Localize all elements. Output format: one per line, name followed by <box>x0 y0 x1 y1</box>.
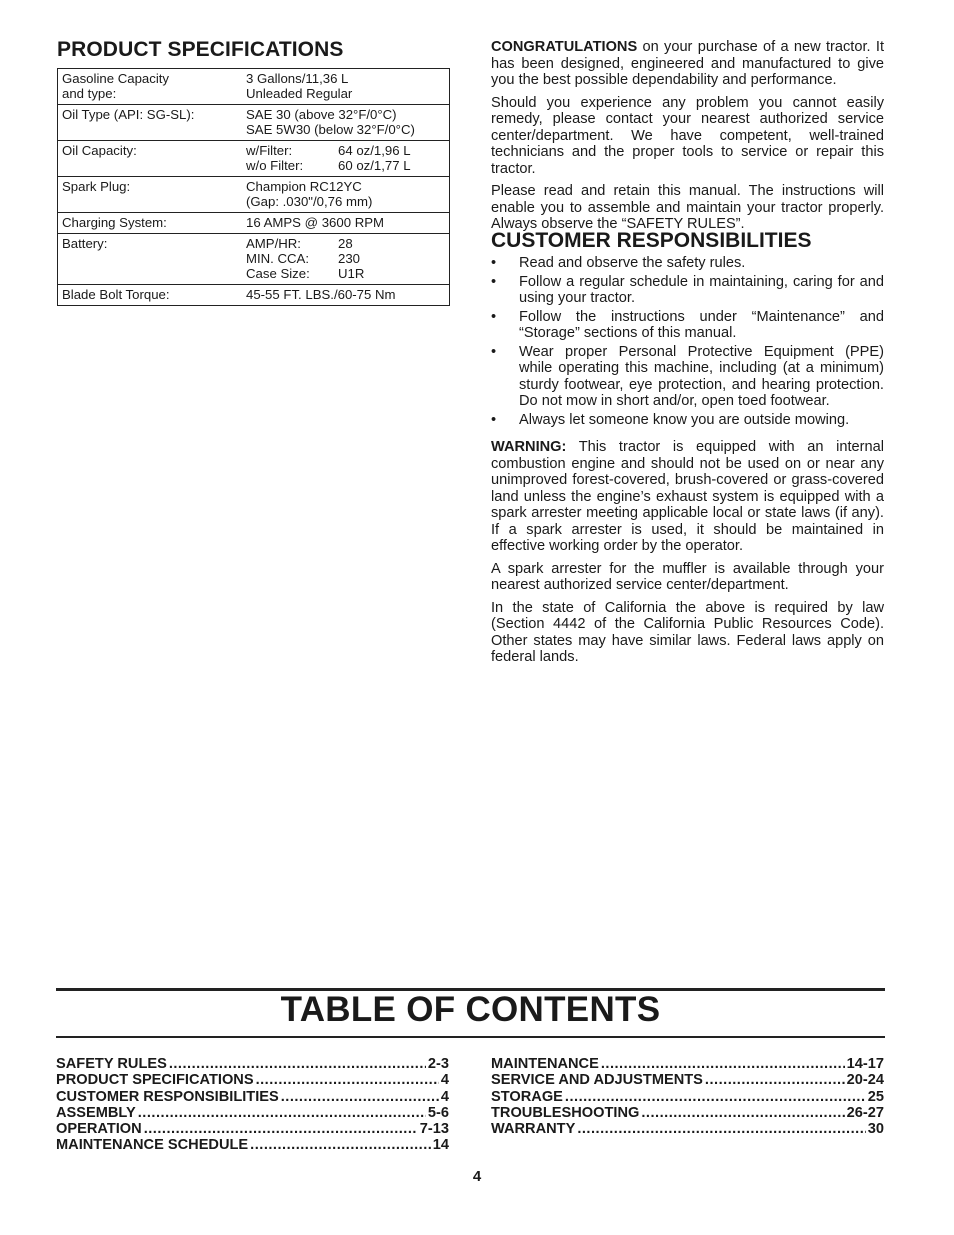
table-row <box>58 234 450 285</box>
warning-label: WARNING: <box>491 439 567 455</box>
warning-paragraph <box>491 439 884 555</box>
spec-value <box>242 141 450 177</box>
toc-right-column <box>491 1056 884 1137</box>
spec-label: Gasoline Capacity and type: <box>62 71 170 101</box>
spec-value: SAE 30 (above 32°F/0°C) SAE 5W30 (below 32°F/0°C) <box>242 105 450 141</box>
toc-entry-page: 20-24 <box>846 1072 884 1089</box>
toc-entry-label: MAINTENANCE <box>491 1056 599 1072</box>
congratulations-text: on your purchase of a new tractor. It has been designed, engineered and manufactured to give you the best possible dependability and performance. <box>491 39 884 88</box>
spec-label: Blade Bolt Torque: <box>58 285 243 306</box>
spark-arrester-paragraph: A spark arrester for the muffler is available through your nearest authorized service center/department. <box>491 560 884 593</box>
list-item: • Read and observe the safety rules. <box>491 255 884 272</box>
toc-entry-label: CUSTOMER RESPONSIBILITIES <box>56 1088 279 1105</box>
toc-entry[interactable] <box>491 1072 884 1088</box>
spec-pair-value: 28 <box>338 236 353 251</box>
spec-pair-key: w/o Filter: <box>246 158 304 173</box>
toc-entry-label: MAINTENANCE SCHEDULE <box>56 1137 249 1154</box>
toc-title: TABLE OF CONTENTS <box>280 990 661 1029</box>
customer-responsibilities-heading: CUSTOMER RESPONSIBILITIES <box>491 229 812 252</box>
service-paragraph: Should you experience any problem you cannot easily remedy, please contact your nearest authorized service center/department. We have competent, well-trained technicians and the proper tools to service or repair this tractor. <box>491 94 884 177</box>
toc-leader-dots <box>641 1105 844 1121</box>
toc-entry-page: 7-13 <box>419 1121 449 1138</box>
spec-value: 45-55 FT. LBS./60-75 Nm <box>242 285 450 306</box>
california-law-paragraph: In the state of California the above is required by law (Section 4442 of the California Public Resources Code). Other states may have similar laws. Federal laws apply on federal lands. <box>491 599 884 665</box>
spec-value <box>242 234 450 285</box>
spec-value: 16 AMPS @ 3600 RPM <box>242 213 450 234</box>
congratulations-paragraph <box>491 39 884 89</box>
list-item: • Follow a regular schedule in maintaining, caring for and using your tractor. <box>491 274 884 307</box>
toc-leader-dots <box>577 1121 865 1137</box>
toc-entry-label: PRODUCT SPECIFICATIONS <box>56 1072 254 1089</box>
toc-entry-page: 25 <box>867 1088 884 1105</box>
spec-pair <box>246 158 445 173</box>
list-item: • Always let someone know you are outside mowing. <box>491 412 884 429</box>
toc-entry[interactable] <box>491 1056 884 1072</box>
table-row <box>58 177 450 213</box>
spec-label: Charging System: <box>58 213 243 234</box>
toc-entry-label: TROUBLESHOOTING <box>491 1104 640 1121</box>
toc-bottom-rule <box>56 1036 885 1038</box>
toc-left-column <box>56 1056 449 1154</box>
spec-label: Battery: <box>58 234 243 285</box>
spec-pair-value: U1R <box>338 266 365 281</box>
toc-leader-dots <box>256 1072 439 1088</box>
page-number: 4 <box>472 1168 482 1185</box>
toc-leader-dots <box>144 1121 418 1137</box>
table-row <box>58 69 450 105</box>
list-item: • Follow the instructions under “Maintenance” and “Storage” sections of this manual. <box>491 309 884 342</box>
toc-entry[interactable] <box>56 1056 449 1072</box>
spec-label: Oil Capacity: <box>58 141 243 177</box>
spec-pair <box>246 143 445 158</box>
toc-leader-dots <box>281 1089 439 1105</box>
spec-pair-key: MIN. CCA: <box>246 251 310 266</box>
product-specifications-heading: PRODUCT SPECIFICATIONS <box>57 38 344 61</box>
spec-pair-key: w/Filter: <box>246 143 293 158</box>
table-row <box>58 141 450 177</box>
congratulations-label: CONGRATULATIONS <box>491 39 638 55</box>
toc-leader-dots <box>138 1105 426 1121</box>
retain-manual-paragraph: Please read and retain this manual. The instructions will enable you to assemble and maintain your tractor properly. Always observe the “SAFETY RULES”. <box>491 183 884 232</box>
toc-entry[interactable] <box>56 1072 449 1088</box>
toc-entry-label: ASSEMBLY <box>56 1104 136 1121</box>
responsibilities-list <box>491 255 884 430</box>
toc-leader-dots <box>250 1137 431 1153</box>
table-row <box>58 285 450 306</box>
toc-entry-page: 30 <box>867 1121 884 1138</box>
toc-entry[interactable] <box>56 1089 449 1105</box>
toc-entry[interactable] <box>56 1121 449 1137</box>
toc-entry-page: 26-27 <box>846 1104 884 1121</box>
spec-pair-key: AMP/HR: <box>246 236 301 251</box>
toc-entry[interactable] <box>56 1105 449 1121</box>
toc-entry-label: SAFETY RULES <box>56 1056 167 1072</box>
spec-pair-value: 60 oz/1,77 L <box>338 158 411 173</box>
spec-label: Oil Type (API: SG-SL): <box>58 105 243 141</box>
toc-leader-dots <box>565 1089 866 1105</box>
toc-entry-page: 5-6 <box>427 1104 449 1121</box>
spec-pair <box>246 236 445 251</box>
specifications-table <box>57 68 450 306</box>
toc-leader-dots <box>601 1056 845 1072</box>
toc-entry-label: STORAGE <box>491 1088 563 1105</box>
list-item: • Wear proper Personal Protective Equipment (PPE) while operating this machine, including (at a minimum) sturdy footwear, eye protection, and hearing protection. Do not mow in short and/or, open toed footwear. <box>491 344 884 410</box>
toc-entry-page: 2-3 <box>427 1056 449 1072</box>
spec-pair-key: Case Size: <box>246 266 310 281</box>
spec-pair <box>246 251 445 266</box>
toc-entry-page: 14-17 <box>846 1056 884 1072</box>
intro-section <box>491 39 884 239</box>
toc-leader-dots <box>705 1072 845 1088</box>
toc-entry-page: 4 <box>440 1072 449 1089</box>
spec-pair-value: 230 <box>338 251 361 266</box>
toc-entry[interactable] <box>491 1089 884 1105</box>
toc-entry-label: OPERATION <box>56 1121 142 1138</box>
warning-text: This tractor is equipped with an internal combustion engine and should not be used on or near any unimproved forest-covered, brush-covered or grass-covered land unless the engine’s exhaust system is equipped with a spark arrester meeting applicable local or state laws (if any). If a spark arrester is used, it should be maintained in effective working order by the operator. <box>491 439 884 554</box>
warning-section <box>491 439 884 672</box>
spec-pair <box>246 266 445 281</box>
toc-entry[interactable] <box>491 1105 884 1121</box>
toc-entry[interactable] <box>56 1137 449 1153</box>
spec-value: Champion RC12YC (Gap: .030"/0,76 mm) <box>242 177 450 213</box>
spec-pair-value: 64 oz/1,96 L <box>338 143 411 158</box>
table-row <box>58 213 450 234</box>
toc-leader-dots <box>169 1056 426 1072</box>
toc-entry[interactable] <box>491 1121 884 1137</box>
spec-value: 3 Gallons/11,36 L Unleaded Regular <box>246 71 353 101</box>
spec-label: Spark Plug: <box>58 177 243 213</box>
toc-entry-page: 14 <box>432 1137 449 1154</box>
toc-entry-label: SERVICE AND ADJUSTMENTS <box>491 1072 703 1089</box>
table-row <box>58 105 450 141</box>
toc-entry-label: WARRANTY <box>491 1121 576 1138</box>
toc-entry-page: 4 <box>440 1088 449 1105</box>
